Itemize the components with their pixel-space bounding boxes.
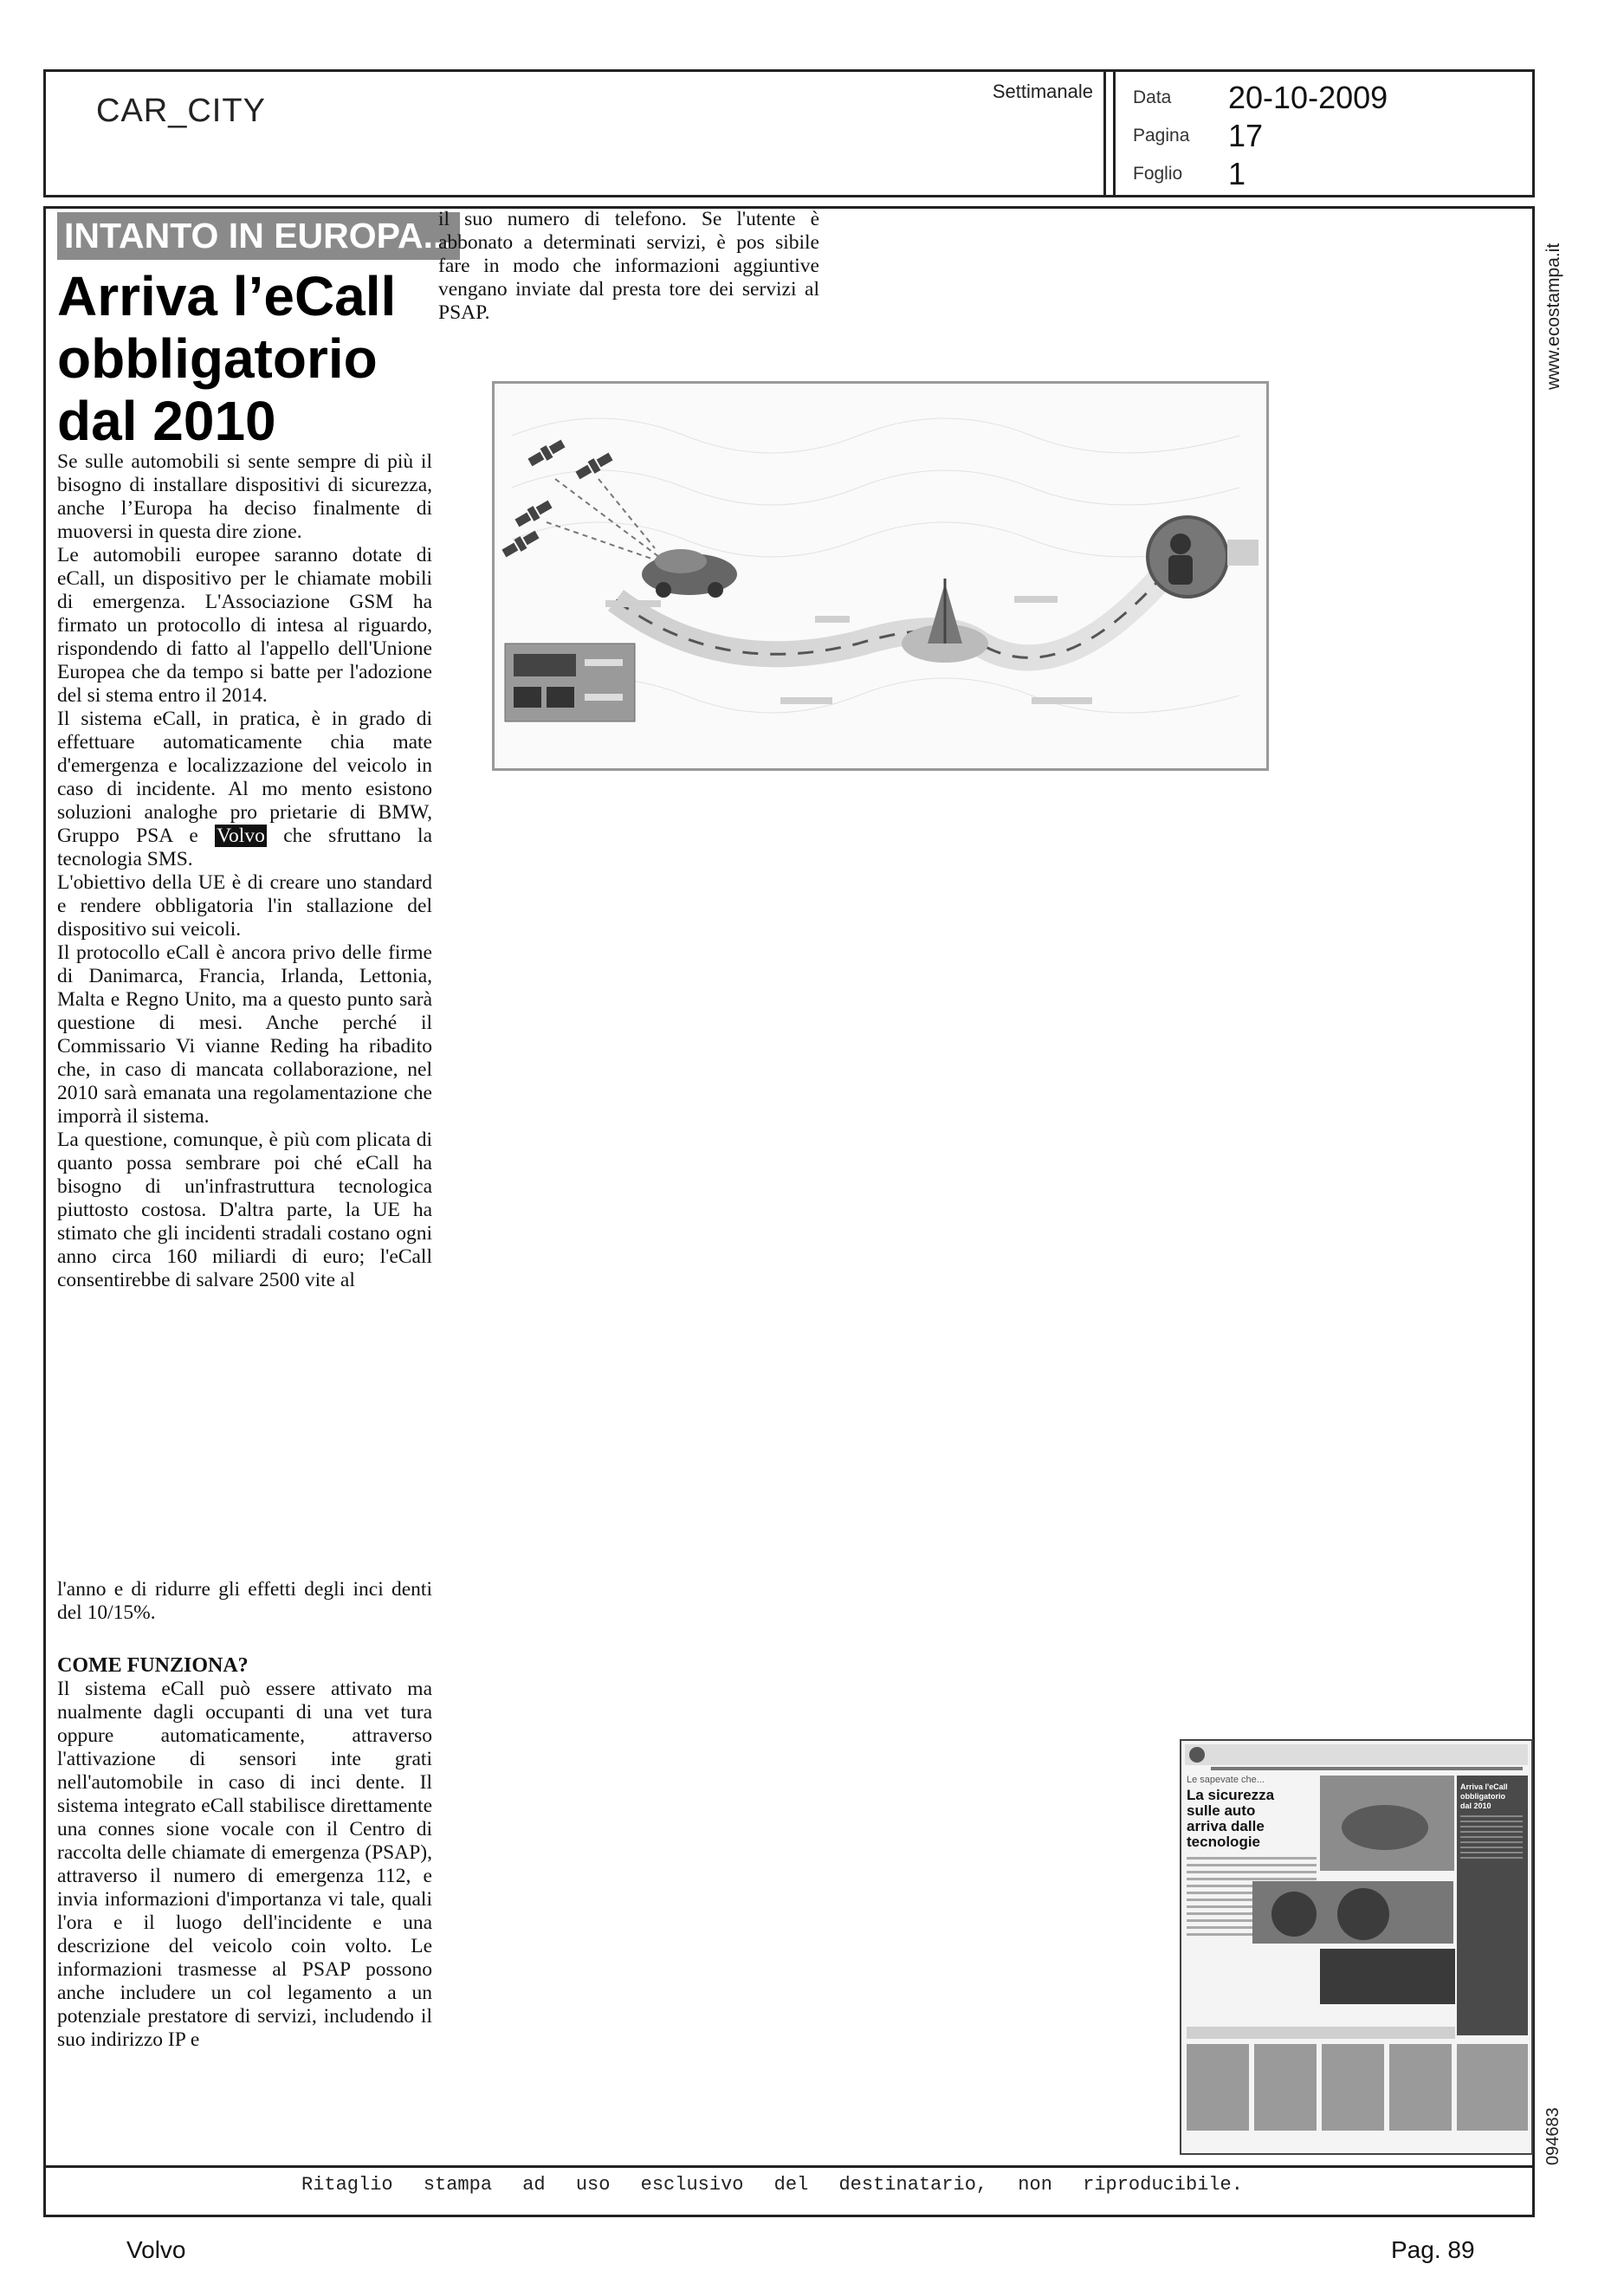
thumb-logo bbox=[1189, 1747, 1205, 1763]
thumb-headline-line: tecnologie bbox=[1187, 1834, 1261, 1850]
thumb-headline-line: arriva dalle bbox=[1187, 1818, 1265, 1834]
thumb-headline-line: La sicurezza bbox=[1187, 1787, 1275, 1803]
thumb-side-text-lines bbox=[1460, 1815, 1523, 1859]
headline-line: dal 2010 bbox=[57, 390, 276, 452]
side-url-text: www.ecostampa.it bbox=[1543, 243, 1563, 390]
article-kicker: INTANTO IN EUROPA... bbox=[57, 212, 460, 260]
thumb-side-column bbox=[1457, 1776, 1528, 2035]
thumb-diagram-mini bbox=[1320, 1949, 1455, 2004]
page-label: Pagina bbox=[1133, 126, 1190, 146]
clipping-header bbox=[43, 69, 1535, 197]
paragraph: il suo numero di telefono. Se l'utente è abbonato a determinati servizi, è pos sibile fare in modo che informazioni aggiuntive vengano inviate dal presta tore dei servizi al PSAP. bbox=[438, 208, 819, 324]
side-code-text: 094683 bbox=[1543, 2107, 1563, 2165]
clipping-disclaimer: Ritaglio stampa ad uso esclusivo del destinatario, non riproducibile. bbox=[301, 2174, 1243, 2196]
thumb-side-title: Arriva l'eCall bbox=[1460, 1782, 1508, 1791]
paragraph-text: che sfruttano la tecnologia SMS. bbox=[57, 825, 433, 870]
thumb-headline-line: sulle auto bbox=[1187, 1802, 1256, 1819]
article-headline bbox=[57, 265, 421, 452]
article-column-2 bbox=[438, 208, 819, 325]
section-subhead: COME FUNZIONA? bbox=[57, 1654, 249, 1677]
paragraph: L'obiettivo della UE è di creare uno standard e rendere obbligatoria l'in stallazione del dispositivo sui veicoli. bbox=[57, 871, 432, 941]
date-label: Data bbox=[1133, 87, 1172, 107]
sheet-value: 1 bbox=[1228, 156, 1246, 191]
footer-rule bbox=[43, 2165, 1535, 2168]
paragraph: Il sistema eCall può essere attivato ma nualmente dagli occupanti di una vet tura oppure automaticamente, attraverso l'attivazione di sensori inte grati nell'automobile in caso di inci dente. Il sistema integrato eCall stabilisce direttamente una connes sione vocale con il Centro di raccolta delle chiamate di emergenza (PSAP), attraverso il numero di emergenza 112, e invia informazioni d'importanza vi tale, quali l'ora e il luogo dell'incidente e una descrizione del veicolo coin volto. Le informazioni trasmesse al PSAP possono anche includere un col legamento a un potenziale prestatore di servizi, includendo il suo indirizzo IP e bbox=[57, 1678, 432, 2051]
sheet-label: Foglio bbox=[1133, 164, 1183, 184]
thumb-side-title: obbligatorio bbox=[1460, 1792, 1505, 1801]
paragraph: Il protocollo eCall è ancora privo delle firme di Danimarca, Francia, Irlanda, Lettonia, Malta e Regno Unito, ma a questo punto sarà questione di mesi. Anche perché il Commissario Vi vianne Reding ha ribadito che, in caso di mancata collaborazione, nel 2010 sarà emanata una regolamentazione che imporrà il sistema. bbox=[57, 941, 432, 1128]
publication-frequency: Settimanale bbox=[992, 81, 1093, 102]
how-it-works-section bbox=[57, 1654, 432, 2052]
thumb-kicker: Le sapevate che... bbox=[1187, 1775, 1265, 1785]
headline-line: obbligatorio bbox=[57, 327, 378, 390]
footer-page-number: Pag. 89 bbox=[1391, 2236, 1475, 2263]
article-column-1-continued bbox=[57, 1578, 432, 1625]
paragraph bbox=[57, 708, 432, 871]
paragraph: La questione, comunque, è più com plicata di quanto possa sembrare poi ché eCall ha bisogno di un'infrastruttura tecnologica piuttosto costosa. D'altra parte, la UE ha stimato che gli incidenti stradali costano ogni anno circa 160 miliardi di euro; l'eCall consentirebbe di salvare 2500 vite al bbox=[57, 1129, 432, 1291]
page-thumbnail-illustration bbox=[1181, 1741, 1531, 2153]
header-publication-area bbox=[46, 72, 1106, 195]
ecall-diagram-image bbox=[492, 381, 1269, 771]
paragraph: l'anno e di ridurre gli effetti degli inci denti del 10/15%. bbox=[57, 1578, 432, 1624]
date-value: 20-10-2009 bbox=[1228, 80, 1388, 115]
side-code-vertical bbox=[1543, 2096, 1566, 2165]
publication-name: CAR_CITY bbox=[96, 93, 266, 129]
paragraph-text: Il sistema eCall, in pratica, è in grado di effettuare automaticamente chia mate d'emergenza e localizzazione del veicolo in caso di incidente. Al mo mento esistono soluzioni analoghe pro prietarie di BMW, Gruppo PSA e bbox=[57, 708, 432, 847]
ecall-diagram-illustration bbox=[495, 384, 1266, 768]
paragraph: Se sulle automobili si sente sempre di più il bisogno di installare dispositivi di sicurezza, anche l’Europa ha deciso finalmente di muoversi in questa dire zione. bbox=[57, 450, 432, 543]
thumb-masthead bbox=[1185, 1744, 1528, 1765]
header-meta bbox=[1113, 72, 1534, 195]
brand-highlight: Volvo bbox=[217, 825, 265, 847]
date-row bbox=[1133, 81, 1388, 115]
page-thumbnail-image bbox=[1180, 1739, 1533, 2155]
psap-operator-icon bbox=[1146, 515, 1229, 598]
page-value: 17 bbox=[1228, 118, 1264, 153]
thumb-side-title: dal 2010 bbox=[1460, 1802, 1491, 1810]
footer-brand: Volvo bbox=[126, 2236, 186, 2263]
thumb-bottom-boxes bbox=[1187, 2044, 1528, 2131]
page-row bbox=[1133, 119, 1263, 153]
paragraph: Le automobili europee saranno dotate di eCall, un dispositivo per le chiamate mobili di emergenza. L'Associazione GSM ha firmato un protocollo di intesa al riguardo, rispondendo di fatto al l'appello dell'Unione Europea che da tempo si batte per l'adozione del si stema entro il 2014. bbox=[57, 544, 432, 707]
side-url-vertical bbox=[1543, 217, 1566, 390]
headline-line: Arriva l’eCall bbox=[57, 265, 397, 327]
ecall-control-panel bbox=[505, 644, 635, 721]
sheet-row bbox=[1133, 157, 1245, 191]
thumb-bottom-header bbox=[1187, 2027, 1455, 2039]
article-column-1 bbox=[57, 450, 432, 1292]
